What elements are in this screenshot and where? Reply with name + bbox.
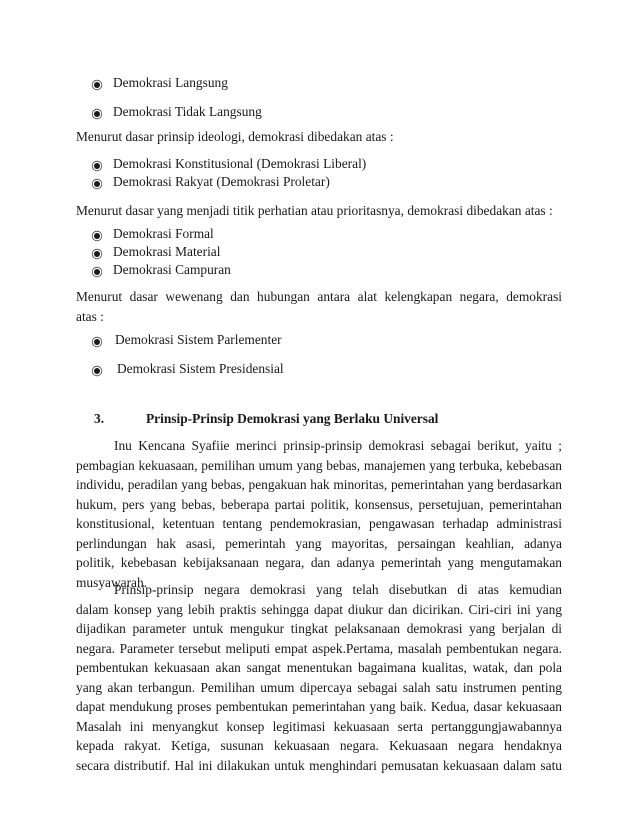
list-item-text: Demokrasi Sistem Parlementer xyxy=(115,332,282,347)
list-item-text: Demokrasi Material xyxy=(113,244,221,259)
text-line: kepada rakyat. Ketiga, susunan kekuasaan negara. Kekuasaan negara hendaknya xyxy=(76,738,562,753)
list-item-text: Demokrasi Langsung xyxy=(113,75,228,90)
bullet-icon xyxy=(94,251,100,257)
text-line: Inu Kencana Syafiie merinci prinsip-prinsip demokrasi sebagai berikut, yaitu ; xyxy=(114,438,562,453)
list-item-text: Demokrasi Campuran xyxy=(113,262,231,277)
text-line: dalam konsep yang lebih praktis sehingga dapat diukur dan dicirikan. Ciri-ciri ini yang xyxy=(76,601,562,617)
list-item-text: Demokrasi Sistem Presidensial xyxy=(117,361,284,376)
text-line: atas : xyxy=(76,308,104,324)
text-line: Menurut dasar wewenang dan hubungan antara alat kelengkapan negara, demokrasi xyxy=(76,289,562,304)
text-line: yang akan terbangun. Pemilihan umum dipercaya sebagai salah satu instrumen penting xyxy=(76,679,562,695)
list-item-text: Demokrasi Konstitusional (Demokrasi Liberal) xyxy=(113,156,367,171)
text-line: Masalah ini menyangkut konsep legitimasi kekuasaan serta pertanggungjawabannya xyxy=(76,718,562,734)
paragraph-body xyxy=(76,436,562,592)
text-line: secara distributif. Hal ini dilakukan untuk menghindari pemusatan kekuasaan dalam satu xyxy=(76,757,562,773)
bullet-icon xyxy=(94,368,100,374)
text-line: konstitusional, ketentuan tentang pendemokrasian, pengawasan terhadap administrasi xyxy=(76,516,562,531)
bullet-icon xyxy=(94,163,100,169)
text-line: musyawarah. xyxy=(76,574,148,590)
paragraph-intro: Menurut dasar prinsip ideologi, demokrasi dibedakan atas : xyxy=(76,129,394,144)
list-item-text: Demokrasi Formal xyxy=(113,226,214,241)
bullet-icon xyxy=(94,233,100,239)
section-title: Prinsip-Prinsip Demokrasi yang Berlaku Universal xyxy=(146,411,439,426)
bullet-icon xyxy=(94,339,100,345)
bullet-icon xyxy=(94,181,100,187)
text-line: perlindungan hak asasi, pemerintah yang mayoritas, persaingan keahlian, adanya xyxy=(76,535,562,551)
list-item-text: Demokrasi Tidak Langsung xyxy=(113,104,262,119)
bullet-icon xyxy=(94,269,100,275)
list-item-text: Demokrasi Rakyat (Demokrasi Proletar) xyxy=(113,174,330,189)
text-line: negara. Parameter tersebut meliputi empat aspek.Pertama, masalah pembentukan negara. xyxy=(76,640,562,656)
text-line: pembentukan kekuasaan akan sangat menentukan bagaimana kualitas, watak, dan pola xyxy=(76,660,562,675)
text-line: Prinsip-prinsip negara demokrasi yang telah disebutkan di atas kemudian xyxy=(114,582,562,597)
paragraph-intro: Menurut dasar yang menjadi titik perhatian atau prioritasnya, demokrasi dibedakan atas : xyxy=(76,203,553,218)
text-line: hukum, pers yang bebas, beberapa partai politik, konsensus, persetujuan, pemerintahan xyxy=(76,496,562,512)
text-line: politik, kebebasan kebijaksanaan negara, dan adanya pemerintah yang mengutamakan xyxy=(76,555,562,570)
text-line: dijadikan parameter untuk mengukur tingkat pelaksanaan demokrasi yang berjalan di xyxy=(76,621,562,636)
text-line: individu, peradilan yang bebas, pengakuan hak minoritas, pemerintahan yang berdasarkan xyxy=(76,477,562,492)
paragraph-intro xyxy=(76,287,562,326)
text-line: dapat mendukung proses pembentukan pemerintahan yang baik. Kedua, dasar kekuasaan xyxy=(76,699,562,714)
bullet-icon xyxy=(94,82,100,88)
text-line: pembagian kekuasaan, pemilihan umum yang bebas, manajemen yang terbuka, kebebasan xyxy=(76,457,562,473)
bullet-icon xyxy=(94,111,100,117)
section-number: 3. xyxy=(94,411,105,426)
paragraph-body xyxy=(76,580,562,775)
